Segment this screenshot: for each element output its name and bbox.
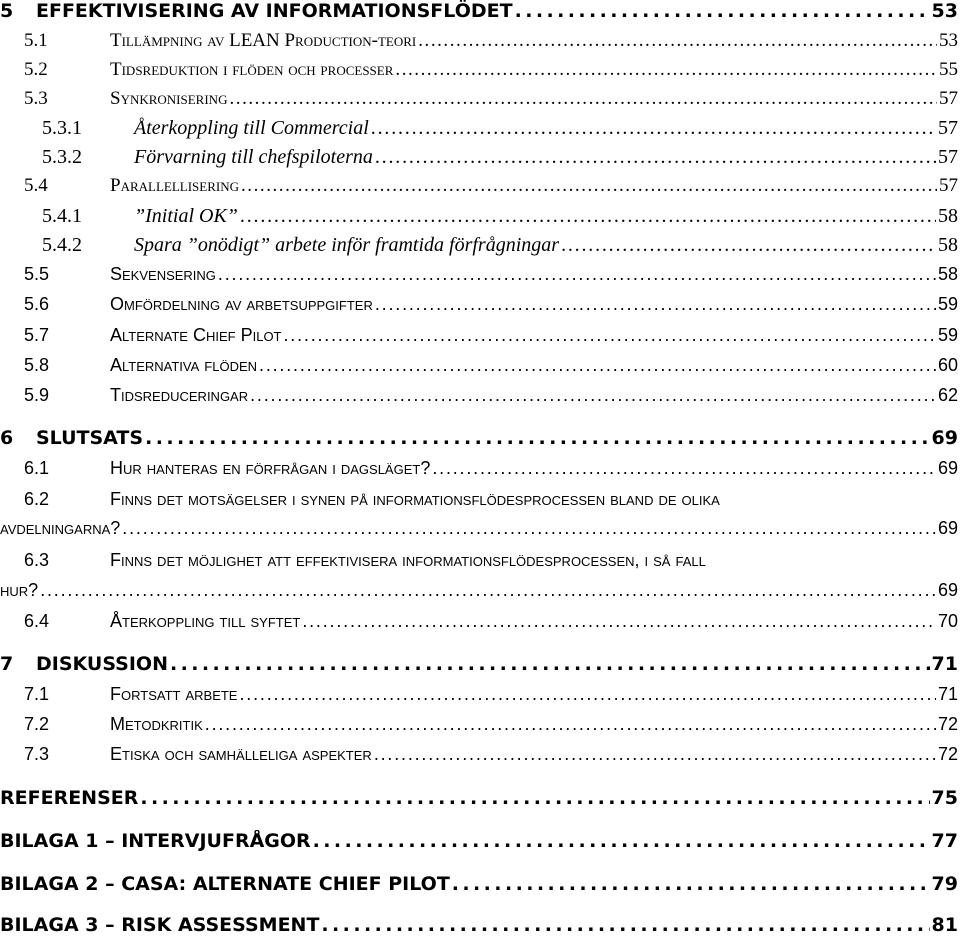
- toc-entry-5-2[interactable]: [0, 59, 958, 87]
- entry-title: BILAGA 1 – INTERVJUFRÅGOR: [0, 830, 311, 852]
- toc-entry-referenser[interactable]: [0, 787, 958, 815]
- entry-page: 75: [931, 787, 958, 809]
- entry-page: 81: [931, 914, 958, 936]
- entry-page: 69: [937, 518, 958, 538]
- toc-entry-6-1[interactable]: [0, 458, 958, 486]
- entry-number: 6.3: [24, 550, 50, 570]
- entry-title: Fortsatt arbete: [110, 684, 238, 704]
- entry-number: 5: [0, 0, 14, 22]
- entry-title: Alternate Chief Pilot: [110, 325, 282, 345]
- toc-entry-6-3[interactable]: [0, 550, 958, 578]
- entry-number: 5.8: [24, 355, 50, 375]
- toc-entry-7-1[interactable]: [0, 684, 958, 712]
- entry-title: Återkoppling till syftet: [110, 611, 301, 631]
- entry-number: 5.4.1: [42, 205, 82, 227]
- entry-title: Tillämpning av LEAN Production-teori: [110, 30, 417, 51]
- toc-entry-7-3[interactable]: [0, 744, 958, 772]
- entry-page: 70: [937, 611, 958, 631]
- dot-leader: [515, 0, 930, 22]
- dot-leader: [250, 385, 936, 406]
- entry-number: 7.2: [24, 714, 50, 734]
- entry-title: Synkronisering: [110, 88, 228, 109]
- entry-number: 5.6: [24, 294, 50, 314]
- entry-number: 7: [0, 653, 14, 675]
- dot-leader: [218, 264, 936, 285]
- dot-leader: [40, 580, 936, 601]
- dot-leader: [432, 458, 936, 479]
- dot-leader: [122, 518, 936, 539]
- entry-page: 77: [931, 830, 958, 852]
- entry-title: Tidsreduktion i flöden och processer: [110, 59, 394, 80]
- toc-entry-5-4-2[interactable]: [0, 234, 958, 262]
- entry-title: Finns det motsägelser i synen på informationsflödesprocessen bland de olika: [110, 489, 720, 509]
- entry-title: SLUTSATS: [36, 427, 144, 449]
- entry-number: 5.3.2: [42, 146, 82, 168]
- dot-leader: [371, 117, 936, 140]
- dot-leader: [452, 873, 930, 895]
- entry-page: 71: [931, 653, 958, 675]
- toc-entry-5[interactable]: [0, 0, 958, 28]
- entry-page: 60: [937, 355, 958, 375]
- toc-entry-5-4-1[interactable]: [0, 205, 958, 233]
- entry-title: hur?: [0, 580, 39, 600]
- toc-entry-bilaga-2[interactable]: [0, 873, 958, 901]
- entry-title: DISKUSSION: [36, 653, 168, 675]
- toc-entry-6-2[interactable]: [0, 489, 958, 517]
- entry-title: REFERENSER: [0, 787, 139, 809]
- toc-entry-5-3-2[interactable]: [0, 146, 958, 174]
- entry-number: 5.3.1: [42, 117, 82, 139]
- toc-entry-5-3-1[interactable]: [0, 117, 958, 145]
- entry-page: 53: [931, 0, 958, 22]
- entry-page: 72: [937, 744, 958, 764]
- toc-entry-bilaga-1[interactable]: [0, 830, 958, 858]
- dot-leader: [374, 744, 936, 765]
- entry-page: 58: [937, 264, 958, 284]
- entry-number: 6.4: [24, 611, 50, 631]
- dot-leader: [302, 611, 936, 632]
- entry-page: 57: [938, 146, 958, 168]
- entry-number: 5.7: [24, 325, 50, 345]
- entry-number: 6.1: [24, 458, 50, 478]
- entry-page: 58: [938, 234, 958, 256]
- entry-page: 72: [937, 714, 958, 734]
- toc-entry-5-9[interactable]: [0, 385, 958, 413]
- entry-page: 62: [937, 385, 958, 405]
- entry-page: 71: [937, 684, 958, 704]
- dot-leader: [375, 294, 936, 315]
- toc-entry-5-5[interactable]: [0, 264, 958, 292]
- entry-page: 59: [937, 325, 958, 345]
- entry-title: Etiska och samhälleliga aspekter: [110, 744, 372, 764]
- toc-entry-7-2[interactable]: [0, 714, 958, 742]
- toc-entry-5-8[interactable]: [0, 355, 958, 383]
- toc-entry-6-4[interactable]: [0, 611, 958, 639]
- entry-title: BILAGA 2 – CASA: ALTERNATE CHIEF PILOT: [0, 873, 450, 895]
- toc-entry-5-4[interactable]: [0, 175, 958, 203]
- entry-title: BILAGA 3 – RISK ASSESSMENT: [0, 914, 320, 936]
- entry-title: Alternativa flöden: [110, 355, 258, 375]
- entry-title: Återkoppling till Commercial: [134, 117, 369, 139]
- entry-title: Förvarning till chefspiloterna: [134, 146, 373, 168]
- dot-leader: [321, 914, 929, 936]
- entry-page: 69: [937, 458, 958, 478]
- entry-number: 6: [0, 427, 14, 449]
- dot-leader: [418, 30, 937, 52]
- toc-entry-6-3-continued[interactable]: [0, 580, 958, 608]
- toc-entry-5-7[interactable]: [0, 325, 958, 353]
- entry-title: Hur hanteras en förfrågan i dagsläget?: [110, 458, 431, 478]
- entry-page: 57: [939, 175, 958, 196]
- entry-page: 57: [939, 88, 958, 109]
- entry-page: 58: [938, 205, 958, 227]
- toc-entry-7[interactable]: [0, 653, 958, 681]
- entry-title: EFFEKTIVISERING AV INFORMATIONSFLÖDET: [36, 0, 513, 22]
- toc-entry-5-6[interactable]: [0, 294, 958, 322]
- dot-leader: [240, 205, 936, 228]
- entry-number: 7.3: [24, 744, 50, 764]
- entry-number: 7.1: [24, 684, 50, 704]
- dot-leader: [284, 325, 936, 346]
- entry-page: 53: [939, 30, 958, 51]
- entry-number: 5.3: [24, 88, 48, 109]
- dot-leader: [241, 175, 937, 197]
- entry-title: Tidsreduceringar: [110, 385, 249, 405]
- entry-title: Sekvensering: [110, 264, 216, 284]
- toc-entry-6[interactable]: [0, 427, 958, 455]
- dot-leader: [145, 427, 929, 449]
- entry-title: Omfördelning av arbetsuppgifter: [110, 294, 373, 314]
- entry-number: 5.5: [24, 264, 50, 284]
- entry-title: Finns det möjlighet att effektivisera informationsflödesprocessen, i så fall: [110, 550, 706, 570]
- entry-title: avdelningarna?: [0, 518, 121, 538]
- dot-leader: [239, 684, 935, 705]
- toc-entry-5-1[interactable]: [0, 30, 958, 58]
- dot-leader: [170, 653, 930, 675]
- toc-entry-5-3[interactable]: [0, 88, 958, 116]
- entry-number: 5.1: [24, 30, 48, 51]
- entry-number: 5.2: [24, 59, 48, 80]
- toc-entry-bilaga-3[interactable]: [0, 914, 958, 942]
- entry-page: 57: [938, 117, 958, 139]
- dot-leader: [140, 787, 929, 809]
- entry-title: Parallellisering: [110, 175, 239, 196]
- entry-number: 5.4: [24, 175, 48, 196]
- entry-number: 5.4.2: [42, 234, 82, 256]
- toc-entry-6-2-continued[interactable]: [0, 518, 958, 546]
- entry-page: 69: [931, 427, 958, 449]
- dot-leader: [229, 88, 937, 110]
- dot-leader: [395, 59, 937, 81]
- entry-page: 79: [931, 873, 958, 895]
- entry-page: 59: [937, 294, 958, 314]
- entry-title: Spara ”onödigt” arbete inför framtida förfrågningar: [134, 234, 560, 256]
- dot-leader: [561, 234, 936, 257]
- dot-leader: [375, 146, 936, 169]
- entry-number: 6.2: [24, 489, 50, 509]
- dot-leader: [205, 714, 936, 735]
- entry-title: Metodkritik: [110, 714, 203, 734]
- dot-leader: [313, 830, 930, 852]
- entry-page: 69: [937, 580, 958, 600]
- dot-leader: [259, 355, 936, 376]
- entry-page: 55: [939, 59, 958, 80]
- entry-title: ”Initial OK”: [134, 205, 238, 227]
- entry-number: 5.9: [24, 385, 50, 405]
